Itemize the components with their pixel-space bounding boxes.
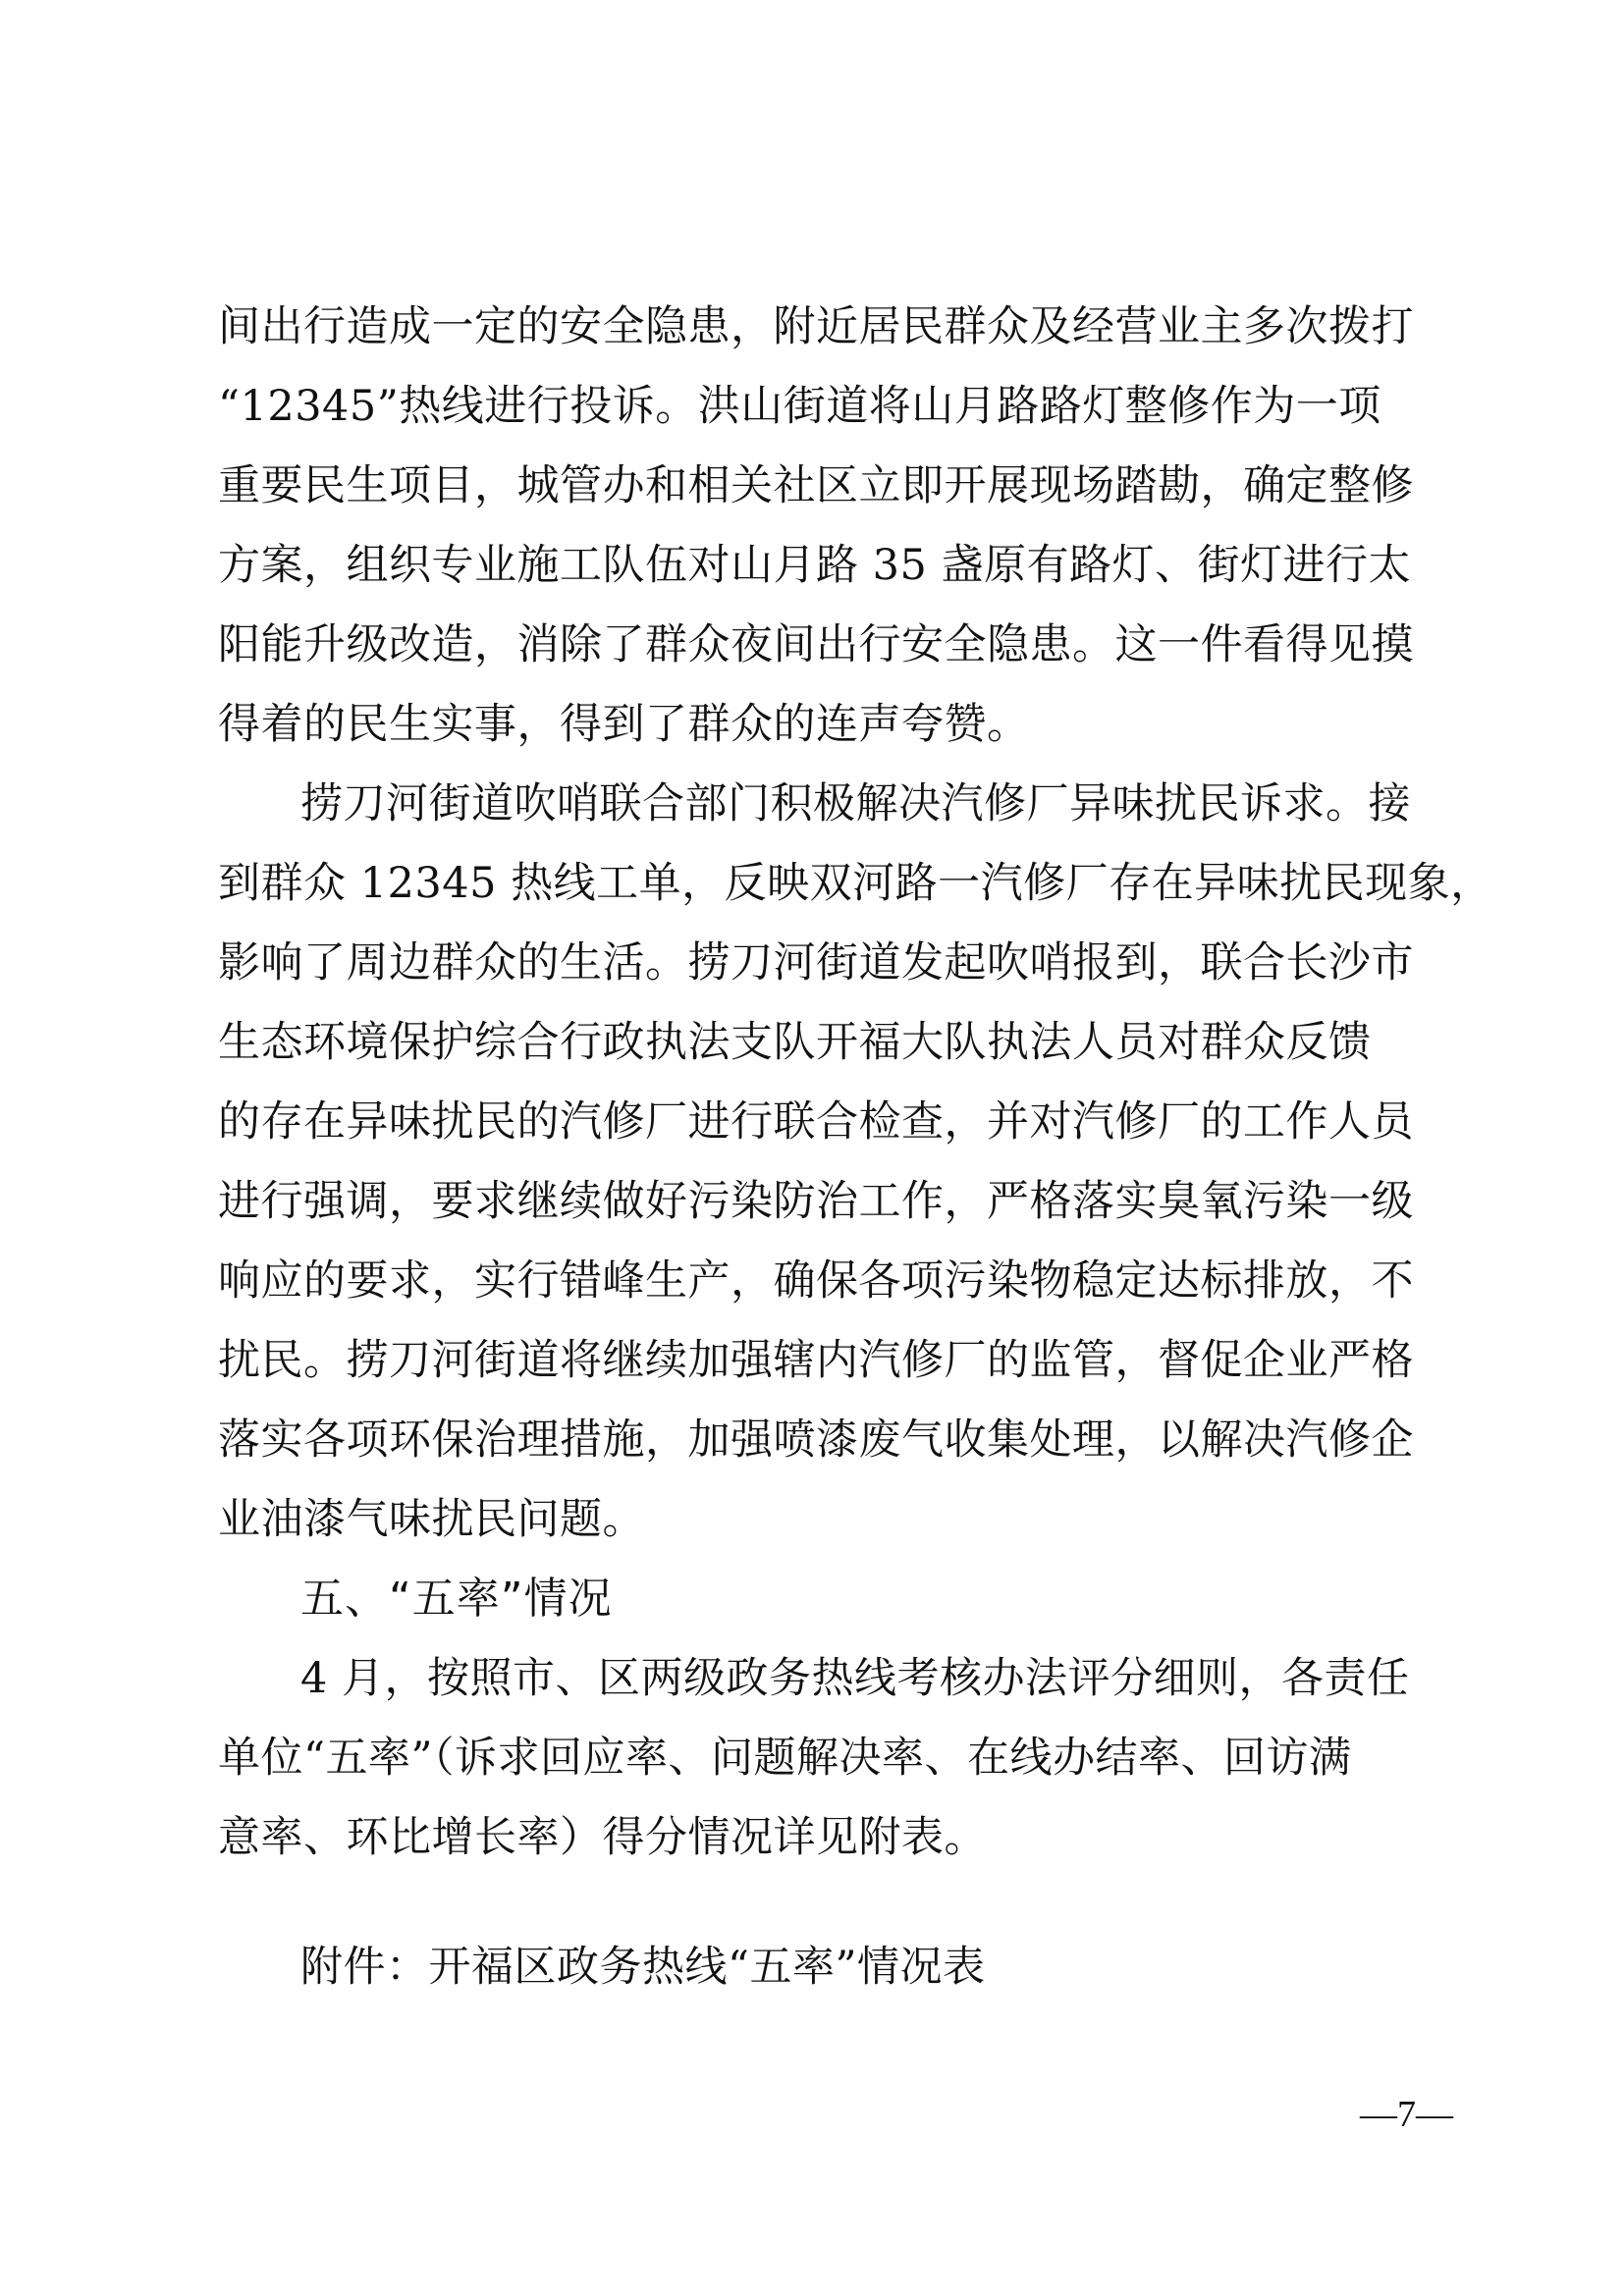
paragraph-line: 方案，组织专业施工队伍对山月路 35 盏原有路灯、街灯进行太 [218, 541, 1412, 590]
paragraph-line: 意率、环比增长率）得分情况详见附表。 [218, 1813, 987, 1862]
section-heading: 五、“五率”情况 [300, 1574, 613, 1624]
paragraph-line: 单位“五率”（诉求回应率、问题解决率、在线办结率、回访满 [218, 1734, 1352, 1783]
paragraph-line: 落实各项环保治理措施，加强喷漆废气收集处理，以解决汽修企 [218, 1415, 1414, 1465]
paragraph-line: 间出行造成一定的安全隐患，附近居民群众及经营业主多次拨打 [218, 302, 1414, 351]
paragraph-line: 重要民生项目，城管办和相关社区立即开展现场踏勘，确定整修 [218, 461, 1414, 510]
paragraph-line: 业油漆气味扰民问题。 [218, 1495, 645, 1544]
paragraph-line: “12345”热线进行投诉。洪山街道将山月路路灯整修作为一项 [218, 382, 1381, 431]
paragraph-line: 阳能升级改造，消除了群众夜间出行安全隐患。这一件看得见摸 [218, 620, 1414, 669]
attachment-note: 附件：开福区政务热线“五率”情况表 [300, 1943, 986, 1992]
paragraph-line: 扰民。捞刀河街道将继续加强辖内汽修厂的监管，督促企业严格 [218, 1336, 1414, 1385]
paragraph-line: 到群众 12345 热线工单，反映双河路一汽修厂存在异味扰民现象， [218, 859, 1493, 908]
page-number: —7— [1360, 2094, 1453, 2135]
paragraph-line: 进行强调，要求继续做好污染防治工作，严格落实臭氧污染一级 [218, 1177, 1414, 1226]
paragraph-line: 生态环境保护综合行政执法支队开福大队执法人员对群众反馈 [218, 1018, 1372, 1067]
paragraph-line: 影响了周边群众的生活。捞刀河街道发起吹哨报到，联合长沙市 [218, 938, 1414, 988]
paragraph-line: 4 月，按照市、区两级政务热线考核办法评分细则，各责任 [300, 1654, 1410, 1703]
paragraph-line: 的存在异味扰民的汽修厂进行联合检查，并对汽修厂的工作人员 [218, 1097, 1414, 1147]
paragraph-line: 得着的民生实事，得到了群众的连声夸赞。 [218, 700, 1030, 749]
paragraph-line: 捞刀河街道吹哨联合部门积极解决汽修厂异味扰民诉求。接 [300, 779, 1411, 828]
paragraph-line: 响应的要求，实行错峰生产，确保各项污染物稳定达标排放，不 [218, 1256, 1414, 1306]
